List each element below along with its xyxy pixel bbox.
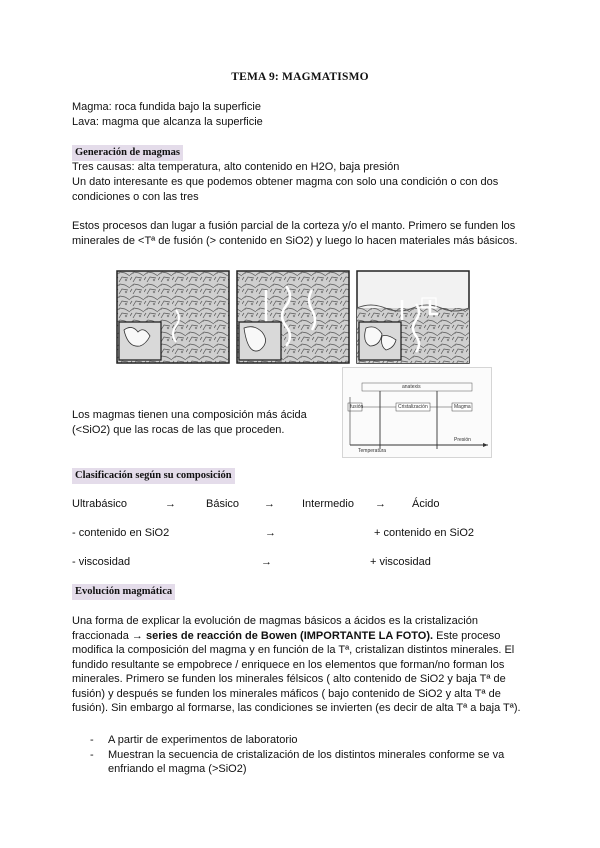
arrow-visc: → (261, 556, 272, 568)
sio2-plus: + contenido en SiO2 (374, 527, 474, 539)
arrow-2: → (264, 498, 275, 510)
arrow-1: → (165, 498, 176, 510)
evolucion-line-2 (72, 629, 542, 644)
definition-lava: Lava: magma que alcanza la superficie (72, 116, 263, 128)
list-item-continuation: enfriando el magma (>SiO2) (108, 763, 247, 775)
acidez-line-1: Los magmas tienen una composición más ácida (72, 409, 307, 421)
procesos-line-2: minerales de <Tª de fusión (> contenido en SiO2) y luego lo hacen materiales más básicos. (72, 235, 518, 247)
dato-line: Un dato interesante es que podemos obtener magma con solo una condición o con dos (72, 176, 499, 188)
visc-minus: - viscosidad (72, 556, 131, 568)
section-heading-clasificacion: Clasificación según su composición (72, 468, 235, 484)
definition-magma: Magma: roca fundida bajo la superficie (72, 101, 261, 113)
diagram-label-bottom-left: Temperatura (358, 448, 387, 454)
procesos-line-1: Estos procesos dan lugar a fusión parcial de la corteza y/o el manto. Primero se funden los (72, 220, 516, 232)
partial-melting-figure (116, 270, 470, 366)
diagram-label-top: anatexis (402, 384, 421, 390)
visc-plus: + viscosidad (370, 556, 431, 568)
evolucion-line-4: fundido resultante se empobrece / enriquece en los elementos que forman/no forman los (72, 658, 505, 671)
section-heading-evolucion: Evolución magmática (72, 584, 175, 600)
acidez-line-2: (<SiO2) que las rocas de las que proceden. (72, 424, 285, 436)
list-item: - A partir de experimentos de laboratorio (90, 733, 530, 748)
section-heading-generacion: Generación de magmas (72, 145, 183, 161)
evolucion-paragraph (72, 614, 542, 716)
partial-melting-illustration (116, 270, 470, 366)
diagram-label-mid: Cristalización (398, 404, 428, 410)
page-title: TEMA 9: MAGMATISMO (231, 71, 369, 83)
bullet-list (90, 733, 530, 777)
evolucion-line-3: modifica la composición del magma y en función de la Tª, cristalizan distintos minerales. El (72, 644, 515, 656)
type-intermedio: Intermedio (302, 498, 354, 510)
evolucion-line-6: fusión) y después se funden los minerales máficos ( bajo contenido de SiO2 y alta Tª de (72, 687, 501, 700)
sio2-minus: - contenido en SiO2 (72, 527, 170, 539)
type-acido: Ácido (412, 498, 440, 510)
evolucion-line-7: fusión). Sin embargo al formarse, las condiciones se invierten (es decir de alta Tª a baja Tª). (72, 702, 521, 714)
type-basico: Básico (206, 498, 240, 510)
diagram-label-bottom-right: Presión (454, 437, 471, 443)
bowen-series-emphasis: series de reacción de Bowen (IMPORTANTE LA FOTO). (145, 629, 434, 642)
temperature-pressure-diagram (342, 367, 492, 458)
evolucion-line-2-post: Este proceso (433, 629, 501, 642)
diagram-label-left: fusión (350, 404, 364, 410)
type-ultrabasico: Ultrabásico (72, 498, 128, 510)
arrow-3: → (375, 498, 386, 510)
arrow-sio2: → (265, 527, 276, 539)
list-item: - Muestran la secuencia de cristalización de los distintos minerales conforme se va (90, 748, 530, 763)
evolucion-line-1: Una forma de explicar la evolución de magmas básicos a ácidos es la cristalización (72, 615, 478, 627)
diagram-lines (342, 367, 492, 458)
evolucion-line-2-pre: fraccionada → (72, 629, 146, 642)
evolucion-line-5: minerales. Primero se funden los minerales félsicos ( alto contenido de SiO2 y baja Tª de (72, 673, 506, 685)
diagram-label-right: Magma (454, 404, 471, 410)
dato-line-cont: condiciones o con las tres (72, 191, 199, 203)
causes-line: Tres causas: alta temperatura, alto contenido en H2O, baja presión (72, 161, 400, 173)
